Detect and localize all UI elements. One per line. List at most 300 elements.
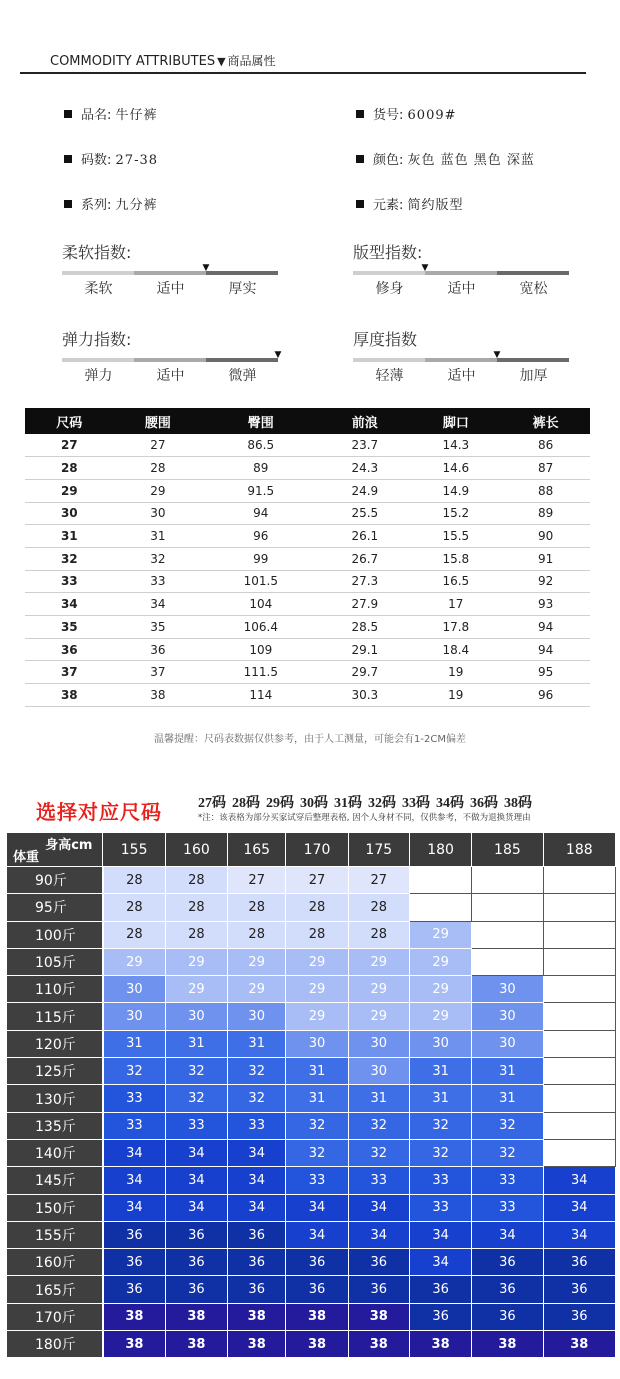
size-table-row xyxy=(25,593,590,616)
attribute-value: 九分裤 xyxy=(115,198,158,213)
grid-cell: 30 xyxy=(472,976,543,1003)
size-table-cell: 89 xyxy=(501,502,590,525)
index-bar xyxy=(353,262,573,276)
index-label: 适中 xyxy=(156,368,185,384)
index-marker-icon: ▼ xyxy=(274,350,282,360)
grid-cell: 31 xyxy=(165,1030,227,1057)
size-table-row xyxy=(25,661,590,684)
grid-cell: 31 xyxy=(472,1085,543,1112)
grid-cell: 29 xyxy=(165,976,227,1003)
header-title-en: COMMODITY ATTRIBUTES xyxy=(50,54,216,69)
index-label: 柔软 xyxy=(84,281,113,297)
grid-cell: 29 xyxy=(228,976,286,1003)
size-table-cell: 38 xyxy=(25,684,114,707)
size-table-cell: 91.5 xyxy=(202,479,319,502)
weight-header-cell: 105斤 xyxy=(7,948,103,975)
size-table-cell: 106.4 xyxy=(202,616,319,639)
size-table-cell: 30 xyxy=(25,502,114,525)
grid-cell-empty xyxy=(543,948,615,975)
grid-cell: 32 xyxy=(348,1112,409,1139)
grid-row xyxy=(7,894,616,921)
size-table-row xyxy=(25,570,590,593)
grid-cell: 30 xyxy=(165,1003,227,1030)
size-table-cell: 16.5 xyxy=(410,570,501,593)
grid-corner xyxy=(7,833,103,867)
size-table-cell: 29 xyxy=(25,479,114,502)
index-labels xyxy=(62,278,282,298)
grid-cell: 28 xyxy=(348,921,409,948)
attribute-element xyxy=(356,194,464,213)
attribute-label: 元素: xyxy=(373,198,404,213)
grid-cell: 33 xyxy=(348,1167,409,1194)
attribute-value: 灰色 蓝色 黑色 深蓝 xyxy=(407,153,535,168)
size-table-header-cell: 臀围 xyxy=(202,408,319,434)
grid-cell: 28 xyxy=(103,921,165,948)
grid-cell: 29 xyxy=(228,948,286,975)
size-option: 29码 xyxy=(266,796,294,811)
size-table-cell: 29.7 xyxy=(319,661,410,684)
grid-row xyxy=(7,1003,616,1030)
weight-header-cell: 125斤 xyxy=(7,1058,103,1085)
grid-cell: 28 xyxy=(228,921,286,948)
grid-cell: 30 xyxy=(286,1030,348,1057)
grid-cell: 38 xyxy=(472,1331,543,1358)
size-table-cell: 27.9 xyxy=(319,593,410,616)
index-bar-segment xyxy=(206,358,278,362)
grid-cell: 34 xyxy=(165,1194,227,1221)
grid-cell-empty xyxy=(472,894,543,921)
size-option: 27码 xyxy=(198,796,226,811)
size-table-cell: 86 xyxy=(501,434,590,457)
grid-cell: 38 xyxy=(543,1331,615,1358)
size-table-row xyxy=(25,616,590,639)
commodity-attributes-header xyxy=(20,50,586,74)
grid-cell: 36 xyxy=(543,1303,615,1330)
grid-row xyxy=(7,1194,616,1221)
grid-cell: 34 xyxy=(286,1194,348,1221)
grid-cell: 32 xyxy=(228,1085,286,1112)
grid-cell: 28 xyxy=(348,894,409,921)
size-option: 34码 xyxy=(436,796,464,811)
grid-cell: 29 xyxy=(348,1003,409,1030)
size-table-cell: 28.5 xyxy=(319,616,410,639)
size-table-cell: 89 xyxy=(202,457,319,480)
bullet-square-icon xyxy=(356,110,364,118)
size-table-header-cell: 前浪 xyxy=(319,408,410,434)
size-table-cell: 35 xyxy=(114,616,203,639)
grid-cell: 29 xyxy=(348,976,409,1003)
size-table-cell: 15.8 xyxy=(410,547,501,570)
attribute-sku xyxy=(356,104,457,123)
index-labels xyxy=(353,278,573,298)
height-header-cell: 185 xyxy=(472,833,543,867)
grid-cell: 32 xyxy=(228,1058,286,1085)
grid-cell: 34 xyxy=(472,1221,543,1248)
size-table-cell: 26.7 xyxy=(319,547,410,570)
measurement-note: 温馨提醒：尺码表数据仅供参考，由于人工测量，可能会有1-2CM偏差 xyxy=(154,734,466,745)
size-table-cell: 104 xyxy=(202,593,319,616)
size-table-cell: 14.9 xyxy=(410,479,501,502)
grid-cell: 38 xyxy=(103,1331,165,1358)
grid-cell: 34 xyxy=(103,1167,165,1194)
size-table-cell: 101.5 xyxy=(202,570,319,593)
index-bar-segment xyxy=(206,271,278,275)
grid-row xyxy=(7,1030,616,1057)
grid-cell: 28 xyxy=(165,867,227,894)
weight-header-cell: 180斤 xyxy=(7,1331,103,1358)
grid-cell: 32 xyxy=(103,1058,165,1085)
grid-cell: 38 xyxy=(409,1331,471,1358)
attribute-label: 系列: xyxy=(81,198,112,213)
size-options-row xyxy=(198,792,538,812)
weight-header-cell: 90斤 xyxy=(7,867,103,894)
grid-cell: 36 xyxy=(103,1249,165,1276)
grid-cell-empty xyxy=(543,1058,615,1085)
grid-cell: 31 xyxy=(348,1085,409,1112)
size-table-cell: 33 xyxy=(114,570,203,593)
attribute-value: 简约版型 xyxy=(407,198,464,213)
size-table-cell: 15.5 xyxy=(410,525,501,548)
header-title xyxy=(50,52,276,69)
size-table xyxy=(25,408,590,707)
attribute-label: 码数: xyxy=(81,153,112,168)
size-table-cell: 15.2 xyxy=(410,502,501,525)
size-table-cell: 32 xyxy=(114,547,203,570)
size-table-cell: 25.5 xyxy=(319,502,410,525)
grid-cell: 30 xyxy=(348,1058,409,1085)
grid-cell: 36 xyxy=(348,1249,409,1276)
grid-cell: 30 xyxy=(103,1003,165,1030)
grid-cell: 34 xyxy=(228,1194,286,1221)
weight-header-cell: 130斤 xyxy=(7,1085,103,1112)
grid-cell: 32 xyxy=(409,1139,471,1166)
grid-cell: 34 xyxy=(103,1194,165,1221)
grid-cell: 36 xyxy=(543,1249,615,1276)
grid-cell: 36 xyxy=(472,1276,543,1303)
grid-row xyxy=(7,1303,616,1330)
height-header-cell: 175 xyxy=(348,833,409,867)
corner-height-label: 身高cm xyxy=(45,838,93,853)
index-label: 微弹 xyxy=(228,368,257,384)
grid-cell: 27 xyxy=(348,867,409,894)
size-table-cell: 33 xyxy=(25,570,114,593)
grid-cell: 33 xyxy=(165,1112,227,1139)
index-marker-icon: ▼ xyxy=(421,263,429,273)
grid-cell-empty xyxy=(472,867,543,894)
attribute-sizes xyxy=(64,149,158,168)
index-bar-segment xyxy=(353,271,425,275)
attribute-value: 27-38 xyxy=(115,153,159,168)
size-option: 28码 xyxy=(232,796,260,811)
chooser-tip: *注：该表格为部分买家试穿后整理表格, 因个人身材不同，仅供参考，不做为退换货理由 xyxy=(198,813,531,823)
size-table-cell: 36 xyxy=(25,638,114,661)
grid-cell: 29 xyxy=(409,948,471,975)
height-header-cell: 155 xyxy=(103,833,165,867)
size-table-cell: 24.9 xyxy=(319,479,410,502)
corner-weight-label: 体重 xyxy=(13,850,40,865)
grid-cell: 34 xyxy=(165,1167,227,1194)
size-table-cell: 34 xyxy=(114,593,203,616)
size-option: 33码 xyxy=(402,796,430,811)
weight-header-cell: 95斤 xyxy=(7,894,103,921)
grid-cell: 30 xyxy=(228,1003,286,1030)
grid-cell-empty xyxy=(543,867,615,894)
size-table-cell: 93 xyxy=(501,593,590,616)
grid-cell: 34 xyxy=(165,1139,227,1166)
grid-cell: 34 xyxy=(103,1139,165,1166)
index-title: 弹力指数: xyxy=(62,330,132,349)
index-title: 版型指数: xyxy=(353,243,423,262)
size-table-cell: 87 xyxy=(501,457,590,480)
grid-cell: 36 xyxy=(409,1276,471,1303)
grid-cell: 29 xyxy=(348,948,409,975)
index-bar-segment xyxy=(497,358,569,362)
size-table-cell: 17.8 xyxy=(410,616,501,639)
grid-cell-empty xyxy=(543,1112,615,1139)
weight-header-cell: 145斤 xyxy=(7,1167,103,1194)
grid-row xyxy=(7,1112,616,1139)
grid-cell: 32 xyxy=(286,1139,348,1166)
grid-cell: 33 xyxy=(472,1194,543,1221)
thickness-index xyxy=(353,327,573,385)
grid-header-row xyxy=(7,833,616,867)
grid-row xyxy=(7,1139,616,1166)
height-header-cell: 160 xyxy=(165,833,227,867)
grid-cell: 33 xyxy=(103,1085,165,1112)
grid-row xyxy=(7,1085,616,1112)
size-table-cell: 90 xyxy=(501,525,590,548)
size-table-row xyxy=(25,502,590,525)
grid-row xyxy=(7,921,616,948)
index-bar-segment xyxy=(134,358,206,362)
grid-row xyxy=(7,1221,616,1248)
grid-cell: 31 xyxy=(228,1030,286,1057)
grid-cell: 31 xyxy=(472,1058,543,1085)
size-table-cell: 111.5 xyxy=(202,661,319,684)
grid-cell-empty xyxy=(543,1085,615,1112)
weight-header-cell: 140斤 xyxy=(7,1139,103,1166)
grid-cell-empty xyxy=(543,1139,615,1166)
attribute-series xyxy=(64,194,158,213)
weight-header-cell: 120斤 xyxy=(7,1030,103,1057)
grid-cell: 34 xyxy=(228,1167,286,1194)
size-table-cell: 14.6 xyxy=(410,457,501,480)
size-table-cell: 36 xyxy=(114,638,203,661)
size-table-cell: 27 xyxy=(114,434,203,457)
grid-cell: 36 xyxy=(472,1249,543,1276)
grid-row xyxy=(7,1331,616,1358)
grid-cell: 34 xyxy=(228,1139,286,1166)
size-table-cell: 37 xyxy=(25,661,114,684)
index-label: 轻薄 xyxy=(375,368,404,384)
grid-cell: 28 xyxy=(103,894,165,921)
grid-cell-empty xyxy=(543,976,615,1003)
grid-cell: 31 xyxy=(409,1058,471,1085)
grid-row xyxy=(7,1276,616,1303)
grid-cell: 36 xyxy=(409,1303,471,1330)
grid-cell: 32 xyxy=(472,1139,543,1166)
weight-header-cell: 115斤 xyxy=(7,1003,103,1030)
grid-cell: 36 xyxy=(103,1276,165,1303)
size-table-cell: 99 xyxy=(202,547,319,570)
grid-cell: 32 xyxy=(409,1112,471,1139)
grid-cell: 31 xyxy=(409,1085,471,1112)
bullet-square-icon xyxy=(64,200,72,208)
grid-cell: 36 xyxy=(165,1276,227,1303)
index-bar xyxy=(353,349,573,363)
size-table-cell: 14.3 xyxy=(410,434,501,457)
grid-row xyxy=(7,1058,616,1085)
grid-cell: 36 xyxy=(543,1276,615,1303)
attribute-label: 品名: xyxy=(81,108,112,123)
grid-cell-empty xyxy=(543,1003,615,1030)
grid-cell: 34 xyxy=(348,1194,409,1221)
bullet-square-icon xyxy=(64,110,72,118)
size-table-header-cell: 腰围 xyxy=(114,408,203,434)
grid-cell: 34 xyxy=(543,1221,615,1248)
grid-cell: 28 xyxy=(228,894,286,921)
index-labels xyxy=(353,365,573,385)
size-table-cell: 91 xyxy=(501,547,590,570)
grid-cell: 38 xyxy=(286,1303,348,1330)
fit-index xyxy=(353,240,573,298)
grid-cell: 36 xyxy=(228,1249,286,1276)
weight-header-cell: 100斤 xyxy=(7,921,103,948)
size-table-cell: 95 xyxy=(501,661,590,684)
size-table-cell: 32 xyxy=(25,547,114,570)
grid-cell: 31 xyxy=(103,1030,165,1057)
grid-cell: 38 xyxy=(103,1303,165,1330)
grid-cell: 38 xyxy=(165,1331,227,1358)
grid-cell: 29 xyxy=(409,1003,471,1030)
index-bar-segment xyxy=(353,358,425,362)
grid-row xyxy=(7,976,616,1003)
size-table-row xyxy=(25,525,590,548)
grid-cell: 38 xyxy=(348,1331,409,1358)
grid-cell: 33 xyxy=(286,1167,348,1194)
grid-cell: 33 xyxy=(103,1112,165,1139)
grid-cell-empty xyxy=(409,867,471,894)
size-option: 30码 xyxy=(300,796,328,811)
grid-row xyxy=(7,1249,616,1276)
size-table-header-cell: 脚口 xyxy=(410,408,501,434)
size-table-cell: 94 xyxy=(202,502,319,525)
size-table-cell: 35 xyxy=(25,616,114,639)
index-bar xyxy=(62,349,282,363)
size-table-row xyxy=(25,457,590,480)
index-label: 适中 xyxy=(447,281,476,297)
size-table-cell: 34 xyxy=(25,593,114,616)
weight-header-cell: 160斤 xyxy=(7,1249,103,1276)
weight-header-cell: 150斤 xyxy=(7,1194,103,1221)
size-table-cell: 27 xyxy=(25,434,114,457)
index-label: 适中 xyxy=(447,368,476,384)
grid-cell: 34 xyxy=(409,1249,471,1276)
height-header-cell: 180 xyxy=(409,833,471,867)
grid-cell-empty xyxy=(472,921,543,948)
size-table-header-cell: 裤长 xyxy=(501,408,590,434)
size-table-cell: 29 xyxy=(114,479,203,502)
grid-cell: 36 xyxy=(228,1276,286,1303)
size-table-cell: 17 xyxy=(410,593,501,616)
grid-cell: 38 xyxy=(228,1303,286,1330)
size-table-header-cell: 尺码 xyxy=(25,408,114,434)
grid-cell: 33 xyxy=(472,1167,543,1194)
grid-cell: 27 xyxy=(228,867,286,894)
grid-cell: 29 xyxy=(103,948,165,975)
bullet-square-icon xyxy=(64,155,72,163)
grid-cell: 33 xyxy=(409,1167,471,1194)
grid-cell: 36 xyxy=(165,1249,227,1276)
size-option: 36码 xyxy=(470,796,498,811)
height-weight-size-grid xyxy=(6,832,616,1358)
index-label: 厚实 xyxy=(228,281,257,297)
index-bar-segment xyxy=(134,271,206,275)
index-label: 修身 xyxy=(375,281,404,297)
header-title-cn: 商品属性 xyxy=(227,54,276,68)
size-table-row xyxy=(25,479,590,502)
grid-cell: 29 xyxy=(409,921,471,948)
index-labels xyxy=(62,365,282,385)
size-table-cell: 19 xyxy=(410,661,501,684)
size-table-cell: 29.1 xyxy=(319,638,410,661)
size-table-cell: 114 xyxy=(202,684,319,707)
grid-cell: 36 xyxy=(103,1221,165,1248)
height-header-cell: 188 xyxy=(543,833,615,867)
weight-header-cell: 135斤 xyxy=(7,1112,103,1139)
size-table-cell: 86.5 xyxy=(202,434,319,457)
grid-cell: 32 xyxy=(286,1112,348,1139)
size-table-cell: 31 xyxy=(114,525,203,548)
size-table-cell: 30 xyxy=(114,502,203,525)
grid-cell: 30 xyxy=(348,1030,409,1057)
index-label: 宽松 xyxy=(519,281,548,297)
size-table-cell: 19 xyxy=(410,684,501,707)
grid-cell: 31 xyxy=(286,1058,348,1085)
grid-cell: 33 xyxy=(228,1112,286,1139)
size-option: 38码 xyxy=(504,796,532,811)
grid-cell: 31 xyxy=(286,1085,348,1112)
index-label: 加厚 xyxy=(519,368,548,384)
attribute-value: 牛仔裤 xyxy=(115,108,158,123)
grid-cell: 28 xyxy=(286,894,348,921)
size-table-cell: 24.3 xyxy=(319,457,410,480)
index-title: 柔软指数: xyxy=(62,243,132,262)
size-table-cell: 96 xyxy=(202,525,319,548)
grid-cell: 30 xyxy=(472,1030,543,1057)
index-bar xyxy=(62,262,282,276)
grid-cell: 32 xyxy=(472,1112,543,1139)
attribute-colors xyxy=(356,149,535,168)
height-header-cell: 170 xyxy=(286,833,348,867)
grid-row xyxy=(7,948,616,975)
grid-cell: 30 xyxy=(472,1003,543,1030)
height-header-cell: 165 xyxy=(228,833,286,867)
size-table-cell: 18.4 xyxy=(410,638,501,661)
grid-cell: 36 xyxy=(228,1221,286,1248)
grid-cell: 32 xyxy=(348,1139,409,1166)
grid-cell: 29 xyxy=(286,948,348,975)
bullet-square-icon xyxy=(356,155,364,163)
size-table-row xyxy=(25,547,590,570)
header-arrow-icon: ▼ xyxy=(217,55,226,68)
size-table-cell: 94 xyxy=(501,638,590,661)
size-table-cell: 27.3 xyxy=(319,570,410,593)
grid-cell: 34 xyxy=(348,1221,409,1248)
index-bar-segment xyxy=(62,271,134,275)
size-table-cell: 28 xyxy=(25,457,114,480)
index-bar-segment xyxy=(62,358,134,362)
